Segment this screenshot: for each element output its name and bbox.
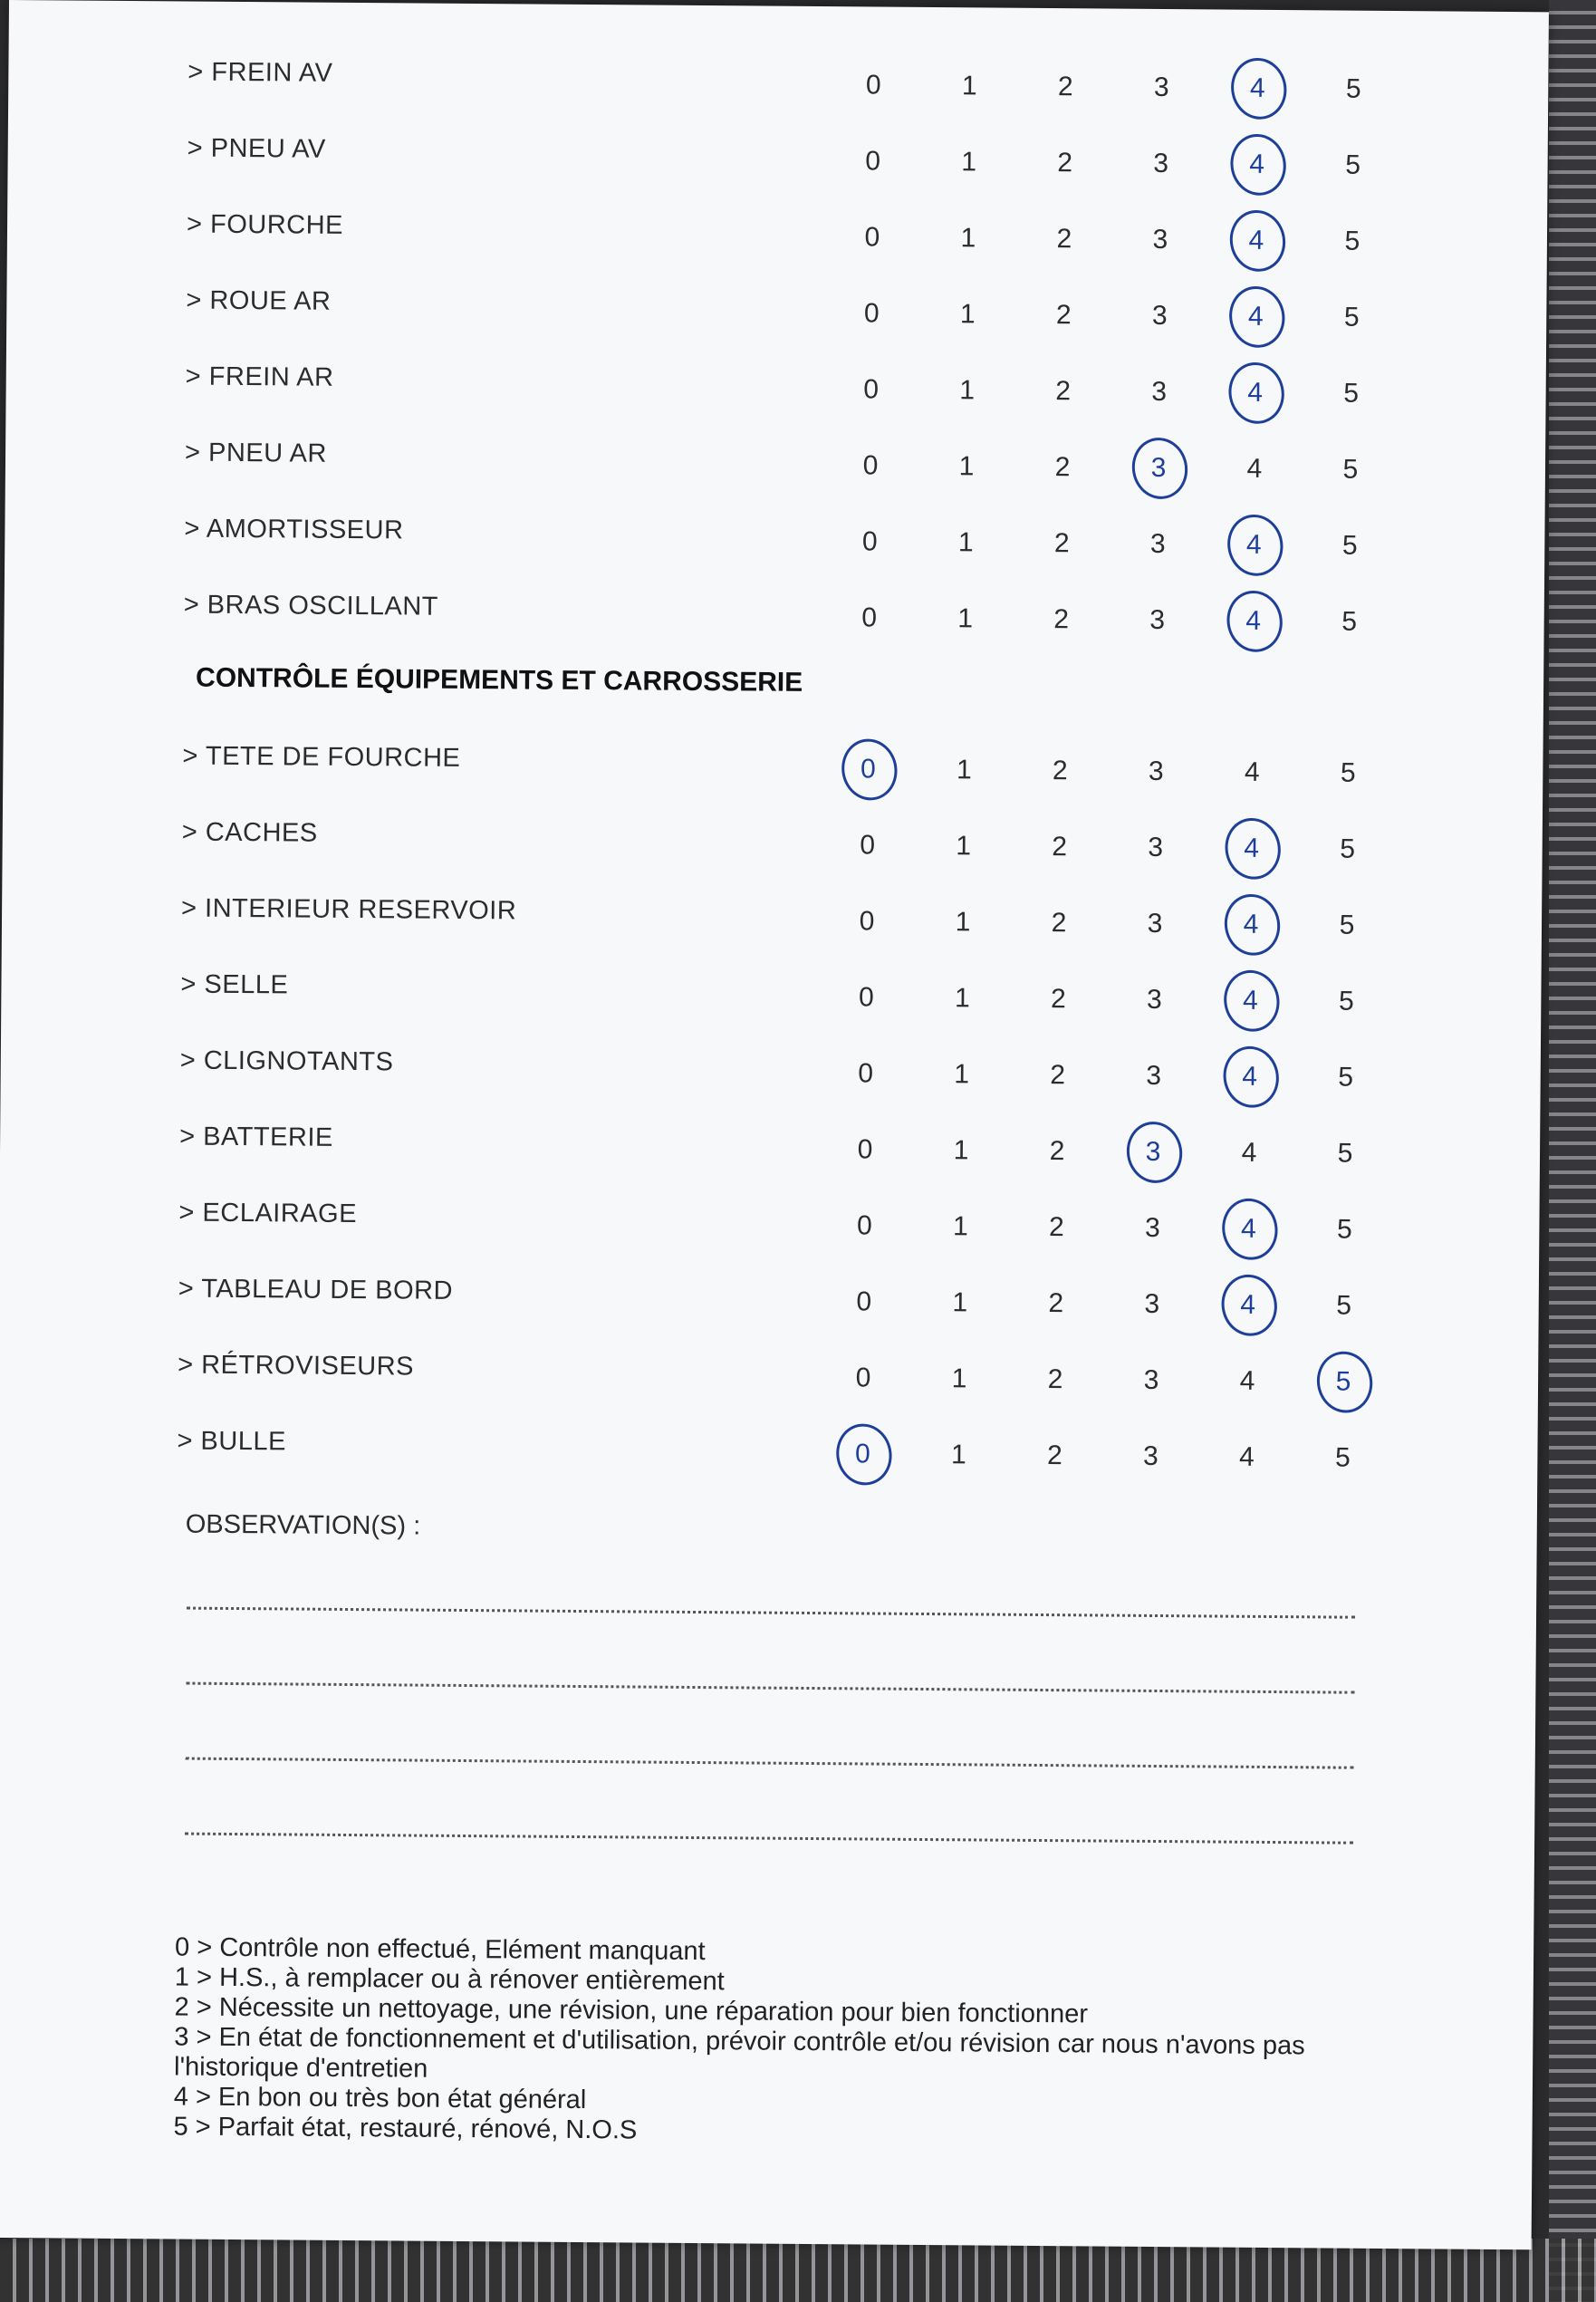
score-option: 5 [1341,606,1358,637]
circled-score: 0 [835,1439,889,1469]
score-option: 2 [1052,756,1068,786]
circled-score: 4 [1230,73,1284,104]
legend-line: 5 > Parfait état, restauré, rénové, N.O.S [173,2112,638,2145]
checklist-row [0,1329,1538,1417]
rating-scale [844,374,1406,409]
score-option: 0 [858,1058,874,1089]
score-option: 5 [1343,378,1360,409]
score-option: 2 [1047,1364,1063,1395]
rating-scale [846,146,1408,180]
score-option: 5 [1345,149,1361,180]
score-option: 2 [1050,984,1066,1015]
score-option: 5 [1336,1290,1352,1321]
rating-scale [838,1210,1399,1245]
section-2-rows [0,720,1543,1493]
item-label: > BULLE [177,1426,287,1457]
score-option: 3 [1149,528,1166,560]
score-option: 0 [855,1363,871,1393]
circled-score: 4 [1224,910,1278,940]
observation-line-1 [187,1607,1355,1619]
item-label: > SELLE [180,969,289,1000]
score-option: 2 [1055,300,1072,331]
item-label: > TABLEAU DE BORD [178,1274,454,1305]
score-option: 1 [955,907,971,938]
item-label: > INTERIEUR RESERVOIR [181,893,517,926]
item-label: > ROUE AR [186,285,332,316]
checklist-row [3,720,1543,808]
item-label: > AMORTISSEUR [184,514,404,545]
circled-score: 4 [1228,378,1283,409]
circled-score: 4 [1226,530,1281,561]
score-option: 1 [957,527,974,558]
item-label: > FOURCHE [186,209,344,240]
checklist-row [5,417,1546,505]
score-option: 3 [1144,1212,1160,1244]
checklist-row [5,341,1546,429]
score-option: 0 [861,526,878,557]
item-label: > FREIN AV [187,57,333,88]
score-option: 2 [1055,376,1072,407]
rating-scale [842,602,1404,637]
score-option: 5 [1338,986,1354,1016]
score-option: 0 [857,1134,873,1165]
score-option: 5 [1339,910,1355,940]
item-label: > RÉTROVISEURS [178,1350,415,1382]
score-option: 1 [959,375,976,406]
score-option: 1 [954,983,970,1014]
legend-line: 1 > H.S., à remplacer ou à rénover entièrement [174,1962,725,1997]
score-option: 5 [1341,530,1358,561]
rating-scale [842,526,1404,561]
section-1-rows [4,36,1548,657]
item-label: > PNEU AR [184,438,328,468]
score-option: 5 [1337,1138,1353,1169]
score-option: 2 [1048,1288,1064,1319]
score-option: 0 [858,982,874,1013]
score-option: 1 [960,223,976,254]
score-option: 3 [1153,148,1169,179]
observation-line-2 [186,1682,1354,1694]
score-option: 1 [952,1287,968,1318]
score-option: 1 [961,71,977,101]
rating-scale [837,1286,1399,1321]
rating-scale [845,222,1407,256]
score-option: 5 [1345,73,1361,104]
observation-line-3 [186,1758,1354,1769]
score-option: 0 [863,374,880,405]
score-option: 3 [1147,908,1163,939]
score-option: 2 [1049,1136,1065,1167]
score-option: 1 [953,1135,969,1166]
rating-scale [836,1363,1398,1397]
score-option: 1 [956,755,972,785]
score-option: 2 [1050,1060,1066,1091]
score-option: 5 [1336,1214,1352,1245]
checklist-row [2,796,1543,884]
score-option: 4 [1244,756,1260,787]
score-option: 5 [1340,757,1356,788]
checklist-row [6,265,1547,352]
item-label: > CLIGNOTANTS [179,1045,394,1077]
score-option: 5 [1342,454,1359,485]
rating-scale [841,830,1402,864]
score-option: 2 [1053,528,1070,559]
item-label: > ECLAIRAGE [178,1198,358,1229]
circled-score: 0 [841,754,895,785]
score-option: 3 [1148,832,1164,863]
item-label: > BATTERIE [179,1122,333,1152]
rating-scale [840,982,1401,1016]
circled-score: 4 [1223,1062,1277,1093]
score-option: 0 [864,222,880,253]
rating-scale [844,298,1406,332]
score-option: 0 [860,830,876,861]
score-option: 4 [1241,1137,1257,1168]
legend-line: 3 > En état de fonctionnement et d'utilisation, prévoir contrôle et/ou révision car nous n'avons pas l'historique d'entretien [173,2022,1305,2084]
checklist-row [0,1177,1540,1265]
checklist-row [0,1405,1538,1493]
checklist-row [7,188,1548,276]
rating-scale [836,1439,1398,1473]
checklist-row [0,1101,1540,1189]
score-option: 3 [1146,984,1162,1016]
score-option: 4 [1246,453,1263,484]
score-option: 0 [859,906,875,937]
score-option: 2 [1052,832,1068,862]
circled-score: 4 [1221,1290,1275,1321]
score-option: 1 [961,147,977,178]
score-option: 0 [865,70,881,101]
score-option: 2 [1046,1440,1062,1471]
rating-scale [838,1134,1399,1169]
circled-score: 4 [1221,1214,1275,1245]
score-option: 3 [1143,1364,1159,1396]
checklist-row [8,36,1549,124]
score-option: 1 [956,831,972,862]
checklist-row [1,949,1542,1036]
rating-scale [840,906,1401,940]
score-option: 2 [1048,1212,1064,1243]
score-option: 1 [959,299,976,330]
score-option: 5 [1334,1442,1351,1473]
circled-score: 3 [1126,1137,1180,1168]
checklist-row [0,1025,1541,1112]
score-option: 3 [1144,1288,1160,1320]
circled-score: 3 [1131,453,1186,484]
score-option: 0 [856,1286,872,1317]
score-option: 0 [863,298,880,329]
observation-line-4 [185,1833,1353,1844]
score-option: 3 [1148,756,1164,787]
score-option: 0 [865,146,881,177]
score-option: 1 [952,1211,968,1242]
score-option: 5 [1340,833,1356,864]
score-option: 3 [1151,300,1168,332]
rating-legend [173,1933,1370,2152]
checklist-row [7,112,1548,200]
circled-score: 4 [1228,302,1283,332]
circled-score: 4 [1229,226,1284,256]
score-option: 2 [1054,452,1071,483]
legend-line: 0 > Contrôle non effectué, Elément manquant [174,1932,706,1967]
legend-line: 4 > En bon ou très bon état général [173,2082,587,2115]
score-option: 3 [1151,376,1168,408]
score-option: 2 [1051,908,1067,939]
item-label: > PNEU AV [187,133,326,164]
rating-scale [839,1058,1400,1093]
checklist-row [5,493,1545,581]
score-option: 4 [1239,1365,1255,1396]
score-option: 4 [1238,1441,1255,1472]
item-label: > FREIN AR [185,361,334,392]
score-option: 0 [856,1210,872,1241]
observations-label: OBSERVATION(S) : [185,1509,421,1541]
score-option: 5 [1344,226,1360,256]
score-option: 2 [1057,148,1073,178]
checklist-row [2,872,1543,960]
score-option: 3 [1152,224,1168,255]
score-option: 2 [1053,604,1070,635]
plastic-sleeve-edge [1549,0,1596,2302]
circled-score: 4 [1223,986,1277,1016]
score-option: 1 [957,603,974,634]
score-option: 3 [1149,604,1166,636]
score-option: 3 [1146,1060,1162,1092]
score-option: 0 [862,450,879,481]
score-option: 2 [1056,224,1072,255]
checklist-row [4,569,1544,657]
section-title: CONTRÔLE ÉQUIPEMENTS ET CARROSSERIE [196,662,803,698]
rating-scale [841,754,1402,788]
score-option: 3 [1142,1440,1159,1472]
score-option: 3 [1153,72,1169,103]
score-option: 5 [1338,1062,1354,1093]
score-option: 1 [951,1363,967,1394]
rating-scale [843,450,1405,485]
legend-line: 2 > Nécessite un nettoyage, une révision, une réparation pour bien fonctionner [174,1992,1089,2029]
score-option: 1 [950,1440,966,1470]
score-option: 1 [954,1059,970,1090]
circled-score: 5 [1316,1366,1370,1397]
checklist-row [0,1253,1539,1341]
item-label: > CACHES [181,817,318,848]
item-label: > TETE DE FOURCHE [182,741,461,773]
item-label: > BRAS OSCILLANT [183,590,439,621]
circled-score: 4 [1225,833,1279,864]
circled-score: 4 [1226,606,1281,637]
score-option: 2 [1057,72,1073,102]
rating-scale [846,70,1408,104]
score-option: 0 [861,602,878,633]
circled-score: 4 [1229,149,1284,180]
score-option: 1 [958,451,975,482]
score-option: 5 [1343,302,1360,332]
